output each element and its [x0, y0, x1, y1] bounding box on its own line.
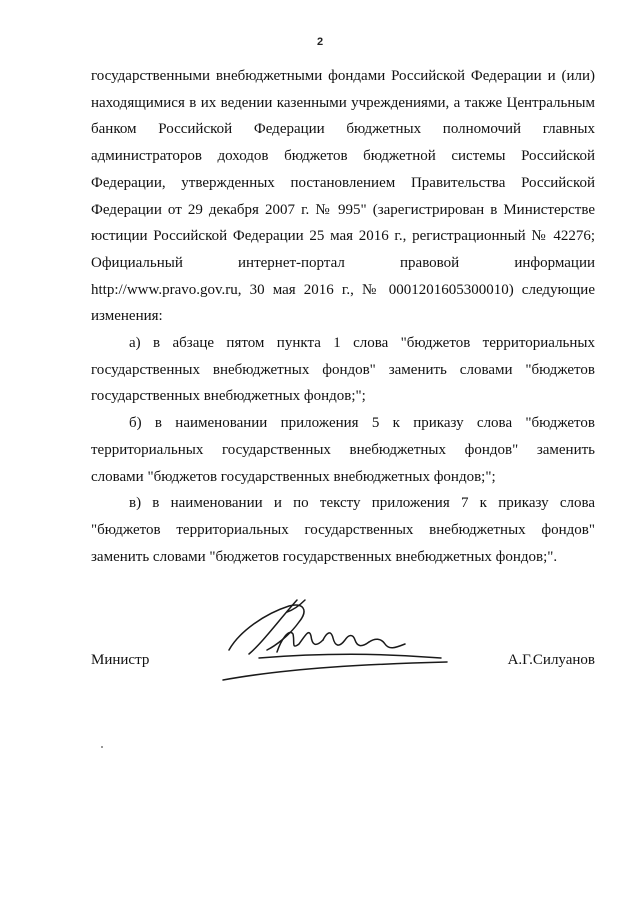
page-number: 2 — [316, 36, 324, 48]
body-line: банком Российской Федерации бюджетных полномочий главных — [91, 121, 595, 137]
body-line: Федерации, утвержденных постановлением Правительства Российской — [91, 175, 595, 191]
signer-name: А.Г.Силуанов — [507, 652, 595, 668]
body-line: заменить словами "бюджетов государственных внебюджетных фондов;". — [91, 549, 558, 565]
body-line: находящимися в их ведении казенными учреждениями, а также Центральным — [91, 95, 595, 111]
body-line: государственных внебюджетных фондов" заменить словами "бюджетов — [91, 362, 595, 378]
body-line: в) в наименовании и по тексту приложения 7 к приказу слова — [129, 495, 595, 511]
body-line: изменения: — [91, 308, 163, 324]
body-line: http://www.pravo.gov.ru, 30 мая 2016 г., № 0001201605300010) следующие — [91, 282, 595, 298]
body-line: территориальных государственных внебюджетных фондов" заменить — [91, 442, 595, 458]
body-line: государственных внебюджетных фондов;"; — [91, 388, 366, 404]
body-line: Федерации от 29 декабря 2007 г. № 995" (зарегистрирован в Министерстве — [91, 202, 595, 218]
body-line: администраторов доходов бюджетов бюджетной системы Российской — [91, 148, 595, 164]
body-line: юстиции Российской Федерации 25 мая 2016 г., регистрационный № 42276; — [91, 228, 595, 244]
signer-position: Министр — [91, 652, 150, 668]
body-line: государственными внебюджетными фондами Российской Федерации и (или) — [91, 68, 595, 84]
scan-speck — [101, 746, 103, 748]
body-line: б) в наименовании приложения 5 к приказу слова "бюджетов — [129, 415, 595, 431]
handwritten-signature — [219, 592, 449, 688]
signature-block — [91, 590, 595, 690]
body-line: Официальный интернет-портал правовой информации — [91, 255, 595, 271]
body-line: словами "бюджетов государственных внебюджетных фондов;"; — [91, 469, 496, 485]
body-line: а) в абзаце пятом пункта 1 слова "бюджетов территориальных — [129, 335, 595, 351]
body-line: "бюджетов территориальных государственных внебюджетных фондов" — [91, 522, 595, 538]
